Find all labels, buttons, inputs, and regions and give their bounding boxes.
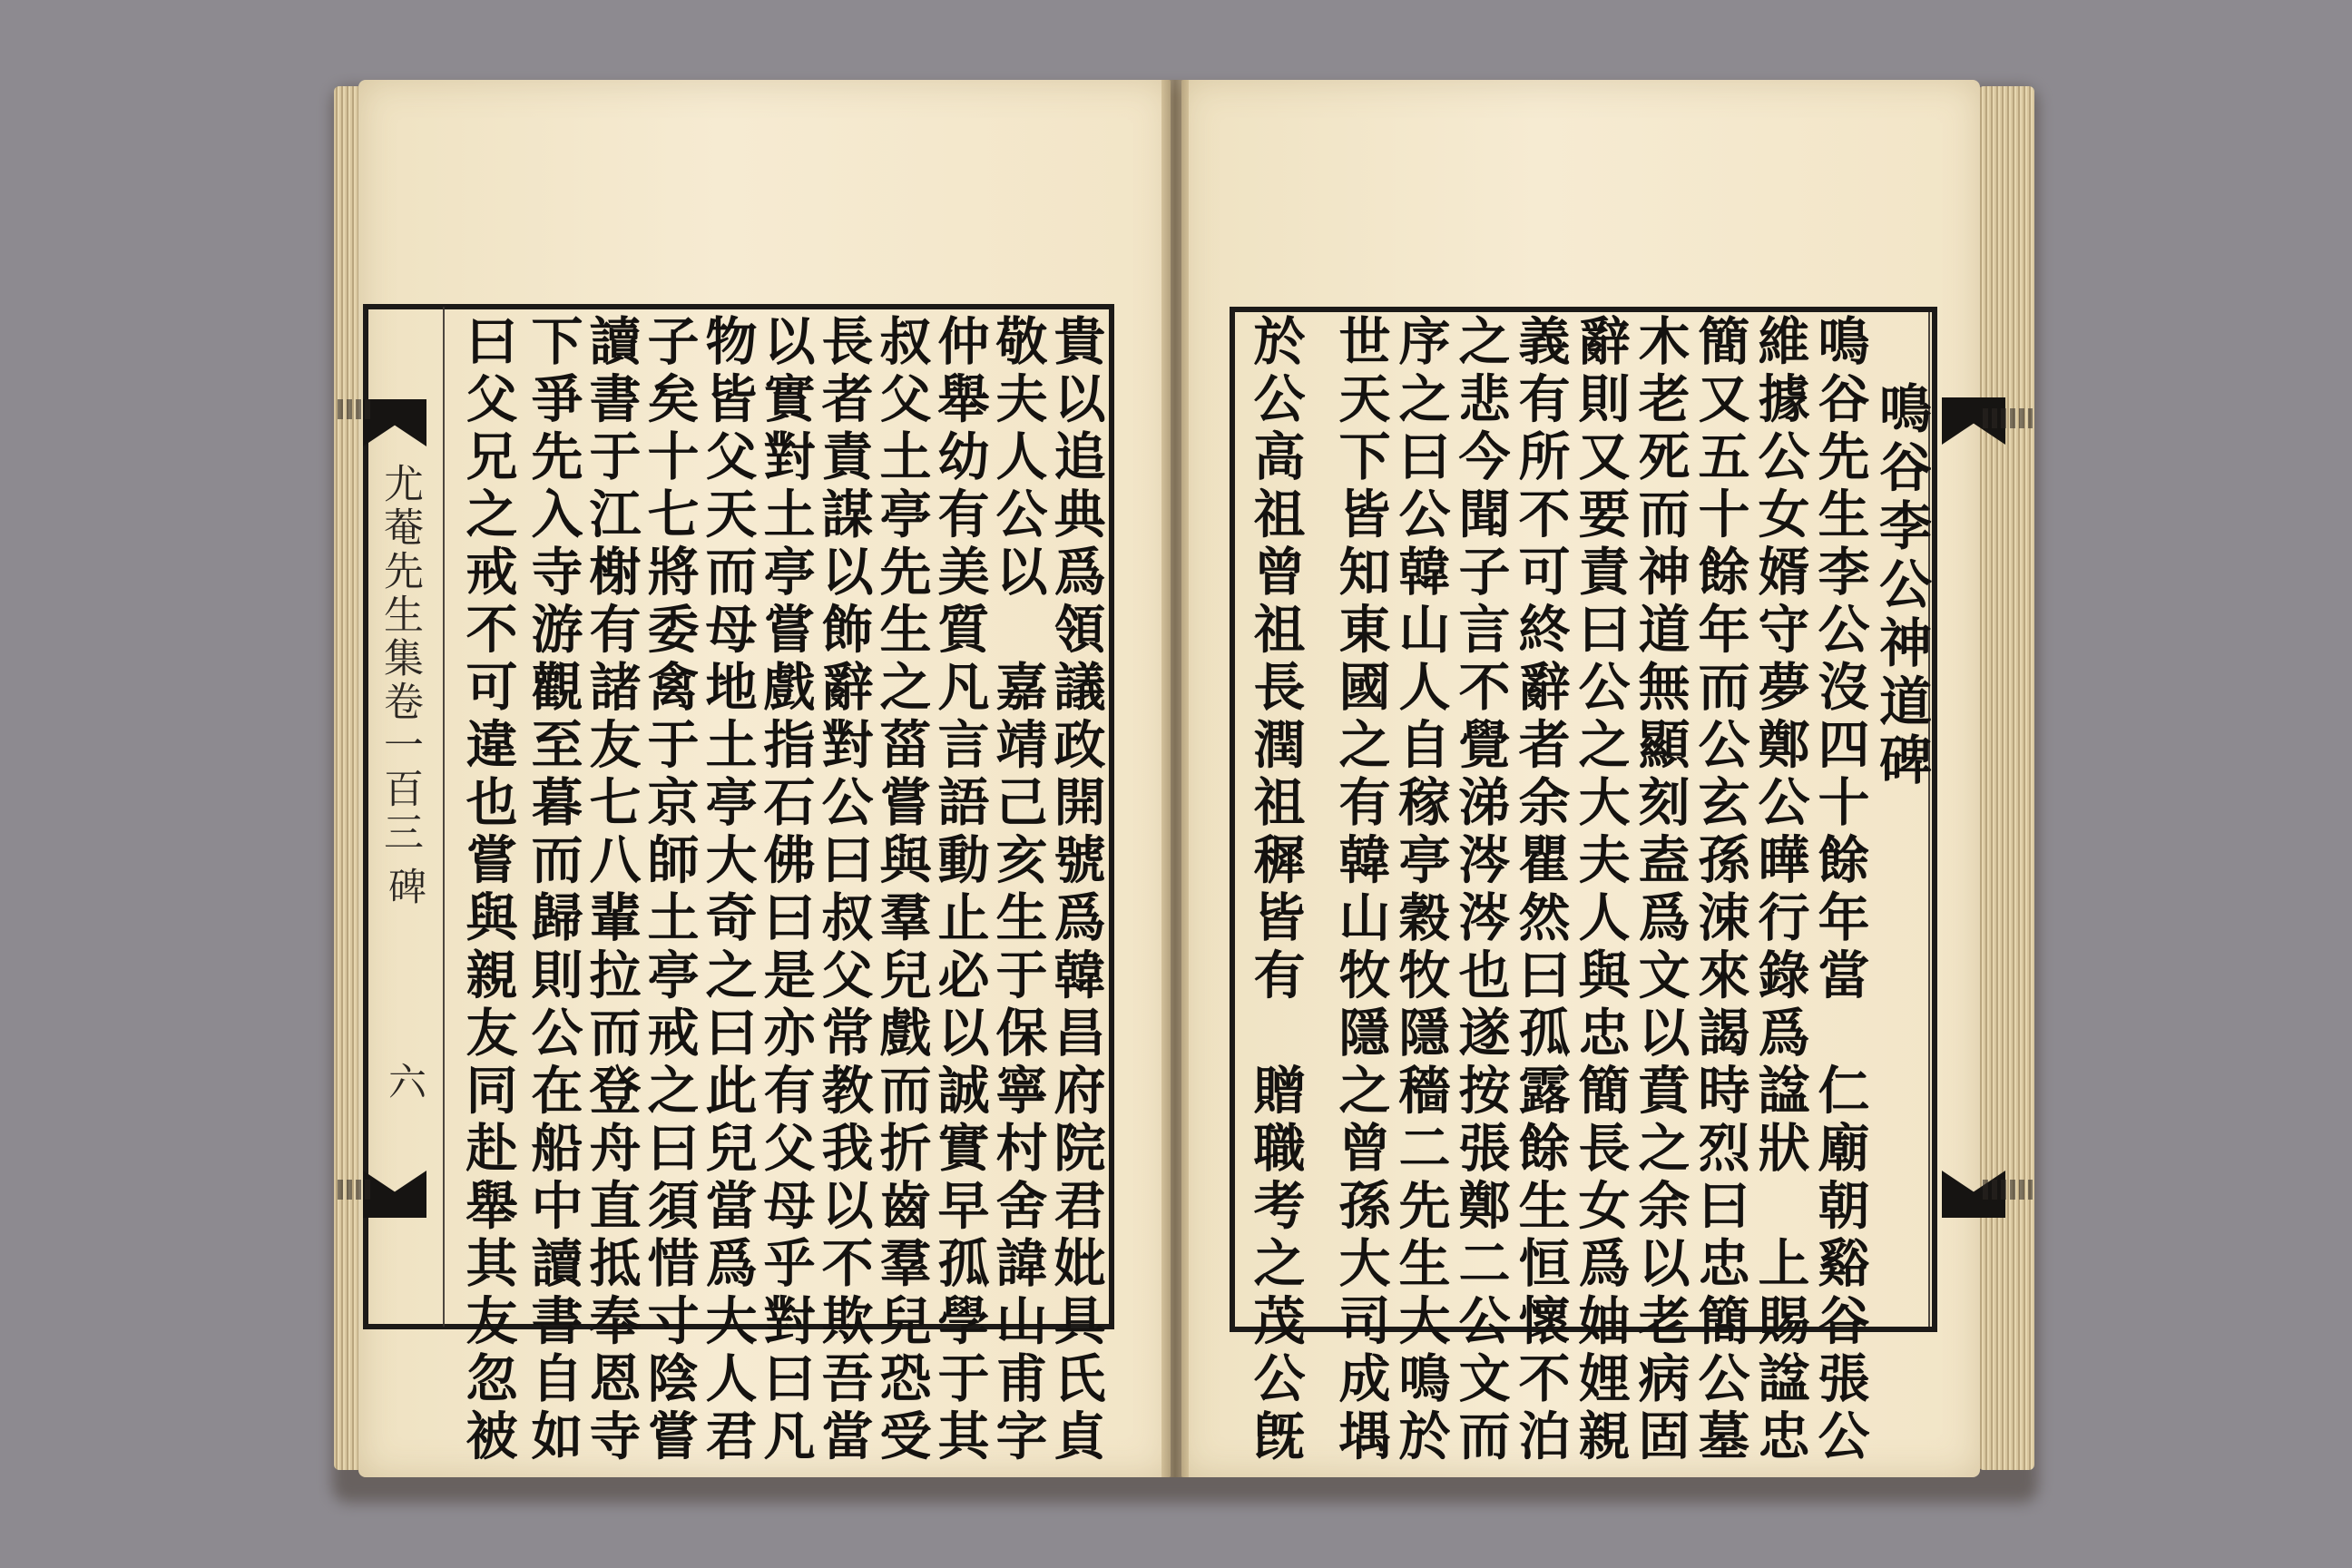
binding-mark-top-left <box>338 399 374 419</box>
right-column-4: 木老死而神道無顯刻盍爲文以賁之余以老病固 <box>1630 314 1690 1466</box>
right-column-2: 維據公女婿守夢鄭公曄行錄爲諡狀 上賜諡忠 <box>1749 314 1810 1466</box>
right-column-6: 義有所不可終辭者余瞿然曰孤露餘生恒懷不泊 <box>1510 314 1571 1466</box>
right-column-3: 簡又五十餘年而公玄孫涑來謁時烈曰忠簡公墓 <box>1690 314 1750 1466</box>
left-column-11: 曰父兄之戒不可違也嘗與親友同赴舉其友忽被 <box>457 314 518 1466</box>
right-column-5: 辭則又要責曰公之大夫人與忠簡長女爲妯娌親 <box>1570 314 1631 1466</box>
center-title: 尤菴先生集卷一百三 <box>377 463 423 855</box>
left-column-1: 貴以追典爲領議政開號爲韓昌府院君妣具氏貞 <box>1045 314 1106 1466</box>
inscription-title: 鳴谷李公神道碑 <box>1870 381 1932 791</box>
right-column-9: 世天下皆知東國之有韓山牧隱之曾孫大司成堣 <box>1330 314 1391 1466</box>
right-page-edges <box>1978 86 2034 1470</box>
book-gutter <box>1161 80 1189 1477</box>
center-column <box>363 304 445 1329</box>
left-column-10: 下爭先入寺游觀至暮而歸則公在船中讀書自如 <box>523 314 583 1466</box>
left-column-5: 長者責謀以飾辭對公曰叔父常教我以不欺吾當 <box>813 314 874 1466</box>
right-column-7: 之悲今聞子言不覺涕涔涔也遂按張鄭二公文而 <box>1450 314 1511 1466</box>
left-column-6: 以實對土亭嘗戲指石佛曰是亦有父母乎對曰凡 <box>755 314 816 1466</box>
binding-mark-bottom-left <box>338 1180 374 1200</box>
left-column-4: 叔父土亭先生之菑嘗與羣兒戲而折齒羣兒恐受 <box>871 314 932 1466</box>
right-column-10: 於公高祖曾祖長潤祖穉皆有 贈職考之茂公旣 <box>1245 314 1306 1466</box>
binding-mark-bottom-right <box>1983 1180 2033 1200</box>
left-column-9: 讀書于江榭有諸友七八輩拉而登舟直抵奉恩寺 <box>581 314 642 1466</box>
left-column-7: 物皆父天而母地土亭大奇之曰此兒當爲大人君 <box>697 314 758 1466</box>
left-column-2: 敬夫人公以 嘉靖己亥生于保寧村舍諱山甫字 <box>987 314 1048 1466</box>
right-column-1: 鳴谷先生李公沒四十餘年當 仁廟朝谿谷張公 <box>1809 314 1870 1466</box>
center-page-number: 六 <box>383 1062 427 1103</box>
center-section: 碑 <box>383 867 427 908</box>
left-column-3: 仲舉幼有美質凡言語動止必以誠實早孤學于其 <box>929 314 990 1466</box>
left-column-8: 子矣十七將委禽于京師土亭戒之曰須惜寸陰嘗 <box>639 314 700 1466</box>
binding-mark-top-right <box>1983 408 2033 428</box>
right-column-8: 序之曰公韓山人自稼亭穀牧隱穡二先生大鳴於 <box>1390 314 1451 1466</box>
